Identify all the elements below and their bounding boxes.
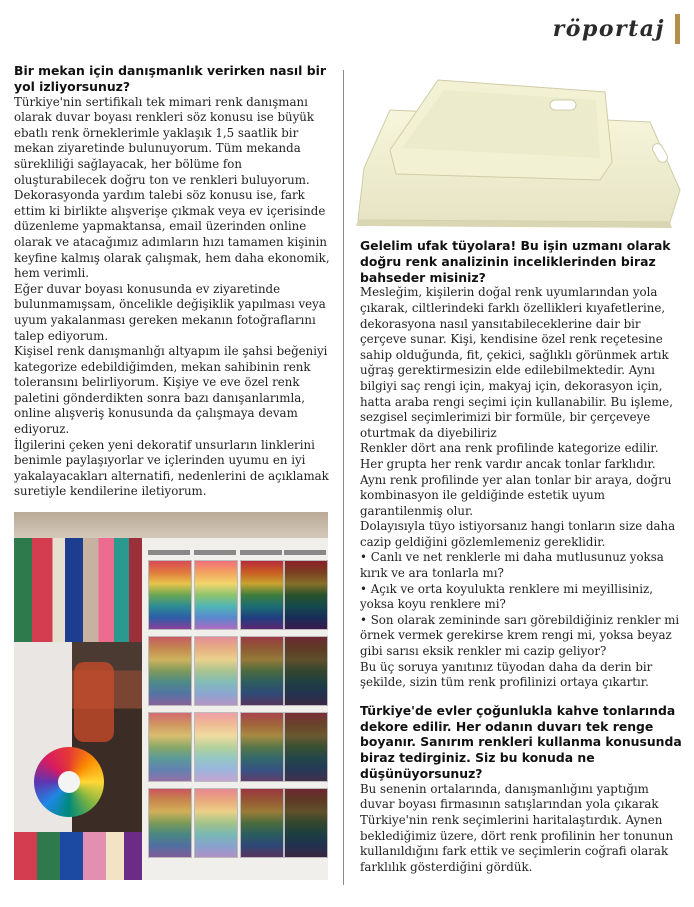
answer-1-paragraph-4: Kişisel renk danışmanlığı altyapım ile şahsi beğeniyi kategorize edebildiğimden, mekan sahibinin renk toleransını belirliyorum. Kişiye ve eve özel renk paletini gönderdikten sonra bazı danışanlarımla, online alışveriş konusunda da çalışmaya devam ediyoruz. [14,344,328,437]
question-1: Bir mekan için danışmanlık verirken nasıl bir yol izliyorsunuz? [14,63,326,94]
answer-1-paragraph-1: Türkiye'nin sertifikalı tek mimari renk danışmanı olarak duvar boyası renkleri söz konusu ise büyük ebatlı renk örneklerimle yaklaşık 1,5 saatlik bir mekan ziyaretinde bulunuyorum. Tüm mekanda sürekliliği sağlayacak, her bölüme fon oluşturabilecek doğru ton ve renkleri buluyorum. [14,94,315,187]
left-column [14,63,332,500]
fabric-banner [14,512,328,538]
swatch-board-image [142,538,328,880]
answer-1-paragraph-2: Dekorasyonda yardım talebi söz konusu ise, fark ettim ki birlikte alışverişe çıkmak veya ev içerisinde düzenleme yapmaktansa, email üzerinden online olarak ve atacağımız adımların hızı tamamen kişinin keyfine kalmış olarak çalışmak, hem daha ekonomik, hem verimli. [14,188,330,281]
question-2: Gelelim ufak tüyolara! Bu işin uzmanı olarak doğru renk analizinin inceliklerinden biraz bahseder misiniz? [360,238,671,285]
answer-2-paragraph-1: Mesleğim, kişilerin doğal renk uyumlarından yola çıkarak, ciltlerindeki farklı özellikleri kıyafetlerine, dekorasyona nasıl yansıtabileceklerine dair bir çerçeve sunar. Kişi, kendisine özel renk reçetesine sahip olduğunda, fit, çekici, sağlıklı görünmek artık uğraş gerektirmesizin elde edilebilmektedir. Aynı bilgiyi saç rengi için, makyaj için, dekorasyon için, hatta araba rengi seçimi için kullanabilir. Bu işleme, sezgisel seçimlerimizi bir formüle, bir çerçeveye oturtmak da diyebiliriz [360,285,674,440]
trays-photo [350,70,682,230]
consultant-image [14,642,142,832]
colored-fabrics-image [14,538,142,642]
answer-2-bullet-3: • Son olarak zemininde sarı görebildiğiniz renkler mi örnek vermek gerekirse krem rengi mi, yoksa beyaz gibi sarısı eksik renkler mi cazip geliyor? [360,612,680,659]
question-3: Türkiye'de evler çoğunlukla kahve tonlarında dekore edilir. Her odanın duvarı tek renge boyanır. Sanırım renkleri kullanma konusunda biraz tedirginiz. Siz bu konuda ne düşünüyorsunuz? [360,702,682,782]
header-accent-bar [675,14,680,44]
answer-2-paragraph-2: Renkler dört ana renk profilinde kategorize edilir. Her grupta her renk vardır ancak tonlar farklıdır. Aynı renk profilinde yer alan tonlar bir araya, doğru kombinasyon ile geldiğinde estetik uyum garantilenmiş olur. [360,441,672,518]
color-wheel [34,747,104,817]
answer-1-paragraph-5: İlgilerini çeken yeni dekoratif unsurların linklerini benimle paylaşıyorlar ve içlerinden uyumu en iyi yakalayacakları alternatifi, nedenlerini de açıklamak suretiyle kendilerine iletiyorum. [14,437,329,499]
section-header [553,14,680,44]
column-divider [343,70,344,885]
answer-2-bullet-2: • Açık ve orta koyulukta renklere mi meyillisiniz, yoksa koyu renklere mi? [360,581,654,612]
color-consultation-photo-collage [14,512,328,880]
answer-2-paragraph-4: Bu üç soruya yanıtınız tüyodan daha da derin bir şekilde, sizin tüm renk profilinizi ortaya çıkartır. [360,659,653,690]
fabric-drapes-image [14,832,142,880]
section-title: röportaj [552,16,665,42]
answer-2-paragraph-3: Dolayısıyla tüyo istiyorsanız hangi tonların size daha cazip geldiğini gözlemlemeniz gereklidir. [360,519,676,549]
answer-3-paragraph-1: Bu senenin ortalarında, danışmanlığını yaptığım duvar boyası firmasının satışlarından yola çıkarak Türkiye'nin renk seçimlerini haritalaştırdık. Aynen beklediğimiz üzere, dört renk profilinin her tonunun kullanıldığını fark ettik ve seçimlerin coğrafi olarak farklılık gösterdiğini gördük. [360,781,674,874]
right-column [360,238,682,875]
answer-1-paragraph-3: Eğer duvar boyası konusunda ev ziyaretinde bulunmamışsam, öncelikle değişiklik yapılması veya uyum yakalanması gereken mekanın fotoğraflarını talep ediyorum. [14,281,326,343]
answer-2-bullet-1: • Canlı ve net renklerle mi daha mutlusunuz yoksa kırık ve ara tonlarla mı? [360,550,664,581]
